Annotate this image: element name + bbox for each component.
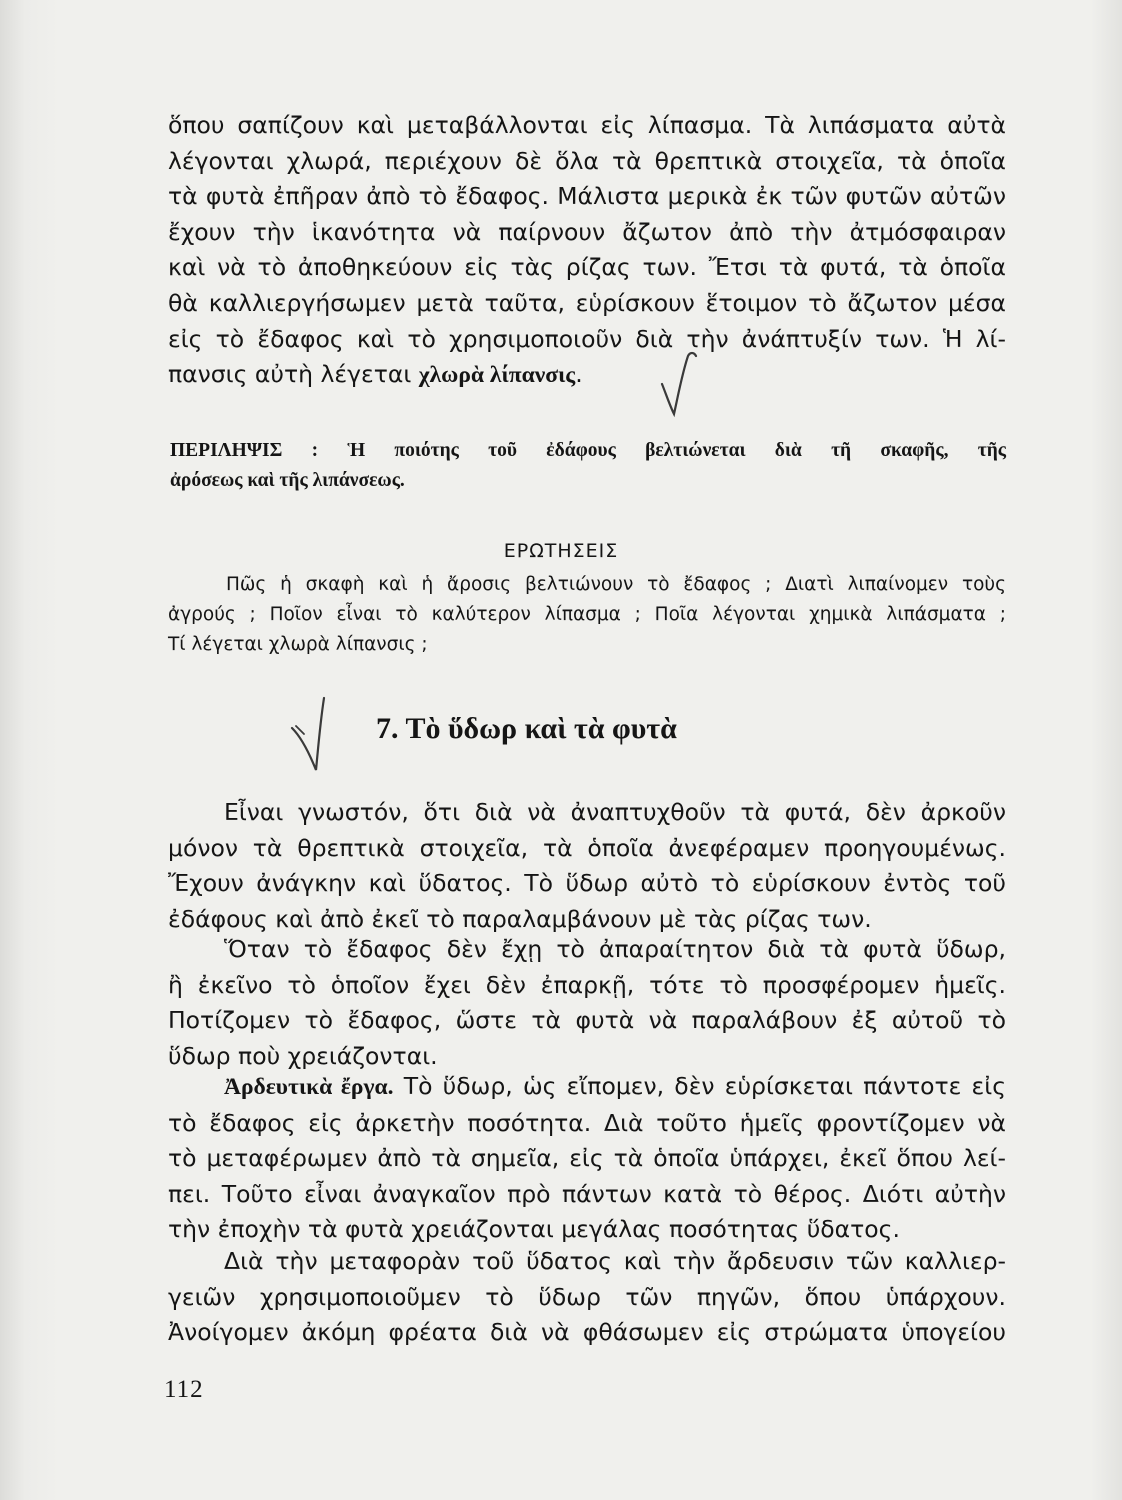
bold-term: χλωρὰ λίπανσις: [418, 362, 576, 389]
line-text: .: [575, 360, 583, 389]
paragraph-water-intro: [168, 795, 1006, 937]
questions: [168, 570, 1006, 660]
text-line: ἢ ἐκεῖνο τὸ ὁποῖον ἔχει δὲν ἐπαρκῇ, τότε τὸ προσφέρομεν ἡμεῖς.: [168, 970, 1006, 999]
text-line: τὴν ἐποχὴν τὰ φυτὰ χρειάζονται μεγάλας ποσότητας ὕδατος.: [168, 1215, 900, 1244]
summary: [170, 436, 1006, 496]
page-number: 112: [164, 1376, 204, 1403]
text-line: Ἔχουν ἀνάγκην καὶ ὕδατος. Τὸ ὕδωρ αὐτὸ τὸ εὑρίσκουν ἐντὸς τοῦ: [168, 869, 1006, 898]
text-line: Εἶναι γνωστόν, ὅτι διὰ νὰ ἀναπτυχθοῦν τὰ φυτά, δὲν ἀρκοῦν: [224, 798, 1006, 826]
text-line: Ποτίζομεν τὸ ἔδαφος, ὥστε τὰ φυτὰ νὰ παραλάβουν ἐξ αὐτοῦ τὸ: [168, 1006, 1006, 1035]
text-line: λέγονται χλωρά, περιέχουν δὲ ὅλα τὰ θρεπτικὰ στοιχεῖα, τὰ ὁποῖα: [168, 146, 1006, 175]
bold-term: Ἀρδευτικὰ ἔργα.: [224, 1074, 394, 1100]
question-line: Τί λέγεται χλωρὰ λίπανσις ;: [168, 634, 428, 655]
text-line: ὅπου σαπίζουν καὶ μεταβάλλονται εἰς λίπασμα. Τὰ λιπάσματα αὐτὰ: [168, 111, 1006, 139]
text-line: Ἀνοίγομεν ἀκόμη φρέατα διὰ νὰ φθάσωμεν εἰς στρώματα ὑπογείου: [168, 1318, 1006, 1347]
summary-line: [170, 436, 1006, 466]
question-line: ἀγρούς ; Ποῖον εἶναι τὸ καλύτερον λίπασμα ; Ποῖα λέγονται χημικὰ λιπάσματα ;: [168, 604, 1006, 625]
questions-heading: ΕΡΩΤΗΣΕΙΣ: [503, 540, 619, 562]
summary-line: ἀρόσεως καὶ τῆς λιπάνσεως.: [170, 470, 405, 491]
text-line: μόνον τὰ θρεπτικὰ στοιχεῖα, τὰ ὁποῖα ἀνεφέραμεν προηγουμένως.: [168, 833, 1006, 862]
text-line: εἰς τὸ ἔδαφος καὶ τὸ χρησιμοποιοῦν διὰ τὴν ἀνάπτυξίν των. Ἡ λί-: [168, 324, 1006, 353]
text-line: γειῶν χρησιμοποιοῦμεν τὸ ὕδωρ τῶν πηγῶν, ὅπου ὑπάρχουν.: [168, 1282, 1006, 1311]
text-line: καὶ νὰ τὸ ἀποθηκεύουν εἰς τὰς ρίζας των. Ἔτσι τὰ φυτά, τὰ ὁποῖα: [168, 253, 1006, 282]
text-line: τὸ μεταφέρωμεν ἀπὸ τὰ σημεῖα, εἰς τὰ ὁποῖα ὑπάρχει, ἐκεῖ ὅπου λεί-: [168, 1144, 1006, 1173]
text-line: Ὅταν τὸ ἔδαφος δὲν ἔχῃ τὸ ἀπαραίτητον διὰ τὰ φυτὰ ὕδωρ,: [224, 935, 1006, 963]
line-text: πανσις αὐτὴ λέγεται: [168, 360, 419, 389]
paragraph-irrigation-works: [168, 1069, 1006, 1248]
paragraph-water-transport: [168, 1244, 1006, 1351]
text-line: ἔχουν τὴν ἱκανότητα νὰ παίρνουν ἄζωτον ἀπὸ τὴν ἀτμόσφαιραν: [168, 217, 1006, 246]
paragraph-watering: [168, 932, 1006, 1074]
text-line: τὰ φυτὰ ἐπῆραν ἀπὸ τὸ ἔδαφος. Μάλιστα μερικὰ ἐκ τῶν φυτῶν αὐτῶν: [168, 182, 1006, 211]
text-line: ὕδωρ ποὺ χρειάζονται.: [168, 1041, 438, 1070]
summary-label: ΠΕΡΙΛΗΨΙΣ :: [170, 440, 319, 461]
text-line: θὰ καλλιεργήσωμεν μετὰ ταῦτα, εὑρίσκουν ἕτοιμον τὸ ἄζωτον μέσα: [168, 288, 1006, 317]
text-line: τὸ ἔδαφος εἰς ἀρκετὴν ποσότητα. Διὰ τοῦτο ἡμεῖς φροντίζομεν νὰ: [168, 1108, 1006, 1137]
paragraph-fertilizer: [168, 108, 1006, 394]
summary-text: Ἡ ποιότης τοῦ ἐδάφους βελτιώνεται διὰ τῆ σκαφῆς, τῆς: [318, 440, 1006, 461]
text-line: Διὰ τὴν μεταφορὰν τοῦ ὕδατος καὶ τὴν ἄρδευσιν τῶν καλλιερ-: [224, 1247, 1006, 1275]
text-line: ἐδάφους καὶ ἀπὸ ἐκεῖ τὸ παραλαμβάνουν μὲ τὰς ρίζας των.: [168, 904, 872, 933]
line-text: Τὸ ὕδωρ, ὡς εἴπομεν, δὲν εὑρίσκεται πάντοτε εἰς: [393, 1072, 1006, 1100]
section-title: 7. Τὸ ὕδωρ καὶ τὰ φυτὰ: [376, 712, 677, 745]
handwritten-checkmark-icon: [286, 690, 346, 780]
text-line: [168, 357, 1006, 394]
text-line: πει. Τοῦτο εἶναι ἀναγκαῖον πρὸ πάντων κατὰ τὸ θέρος. Διότι αὐτὴν: [168, 1179, 1006, 1208]
text-line: [168, 1069, 1006, 1106]
question-line: Πῶς ἡ σκαφὴ καὶ ἡ ἄροσις βελτιώνουν τὸ ἔδαφος ; Διατὶ λιπαίνομεν τοὺς: [226, 574, 1006, 595]
handwritten-checkmark-icon: [648, 350, 708, 420]
